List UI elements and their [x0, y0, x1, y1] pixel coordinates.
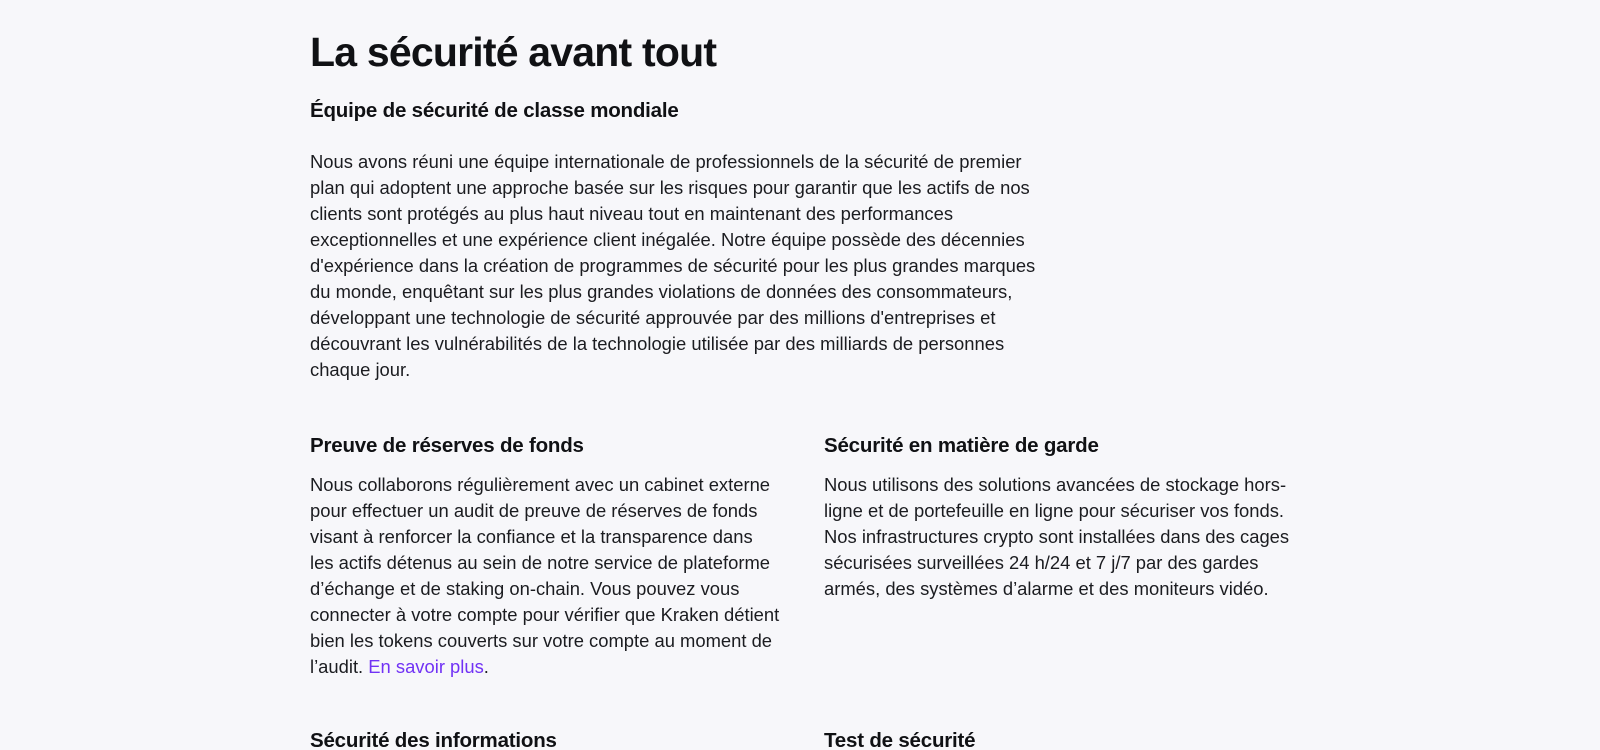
custody-security-heading: Sécurité en matière de garde — [824, 434, 1099, 457]
team-heading: Équipe de sécurité de classe mondiale — [310, 99, 679, 122]
proof-of-reserves-heading: Preuve de réserves de fonds — [310, 434, 584, 457]
team-description: Nous avons réuni une équipe internationale de professionnels de la sécurité de premier plan qui adoptent une approche basée sur les risques pour garantir que les actifs de nos clients sont protégés au plus haut niveau tout en maintenant des performances exceptionnelles et une expérience client inégalée. Notre équipe possède des décennies d'expérience dans la création de programmes de sécurité pour les plus grandes marques du monde, enquêtant sur les plus grandes violations de données des consommateurs, développant une technologie de sécurité approuvée par des millions d'entreprises et découvrant les vulnérabilités de la technologie utilisée par des milliards de personnes chaque jour. — [310, 151, 1036, 380]
custody-security-description: Nous utilisons des solutions avancées de stockage hors-ligne et de portefeuille en ligne pour sécuriser vos fonds. Nos infrastructures crypto sont installées dans des cages sécurisées surveillées 24 h/24 et 7 j/7 par des gardes armés, des systèmes d’alarme et des moniteurs vidéo. — [824, 474, 1290, 599]
proof-of-reserves-text: Nous collaborons régulièrement avec un cabinet externe pour effectuer un audit de preuve de réserves de fonds visant à renforcer la confiance et la transparence dans les actifs détenus au sein de notre service de plateforme d’échange et de staking on-chain. Vous pouvez vous connecter à votre compte pour vérifier que Kraken détient bien les tokens couverts sur votre compte au moment de l’audit. — [310, 474, 780, 677]
page-title: La sécurité avant tout — [310, 29, 717, 75]
information-security-heading: Sécurité des informations — [310, 729, 557, 750]
learn-more-link[interactable]: En savoir plus — [368, 656, 484, 677]
security-testing-heading: Test de sécurité — [824, 729, 976, 750]
proof-of-reserves-period: . — [483, 656, 489, 677]
proof-of-reserves-description — [310, 472, 780, 680]
